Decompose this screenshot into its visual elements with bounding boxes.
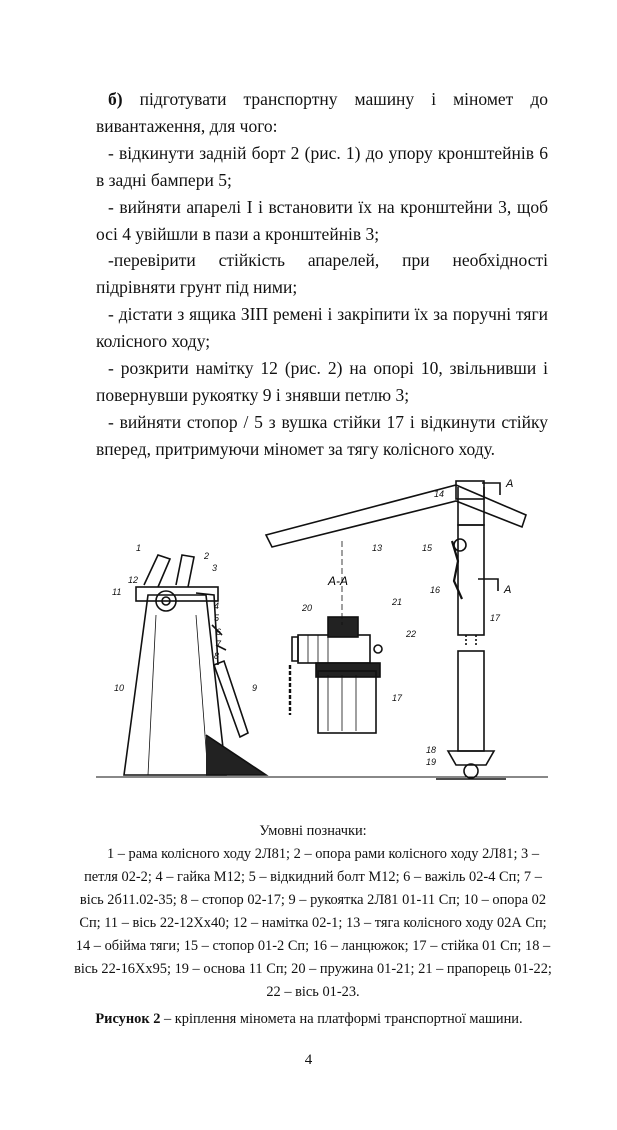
part-label: 9 [252, 683, 258, 693]
part-label: 19 [426, 757, 437, 767]
paragraph: б) підготувати транспортну машину і міномет до вивантаження, для чого: [96, 89, 548, 136]
part-label: 8 [214, 651, 220, 661]
paragraph: - дістати з ящика ЗІП ремені і закріпити їх за поручні тяги колісного ходу; [96, 304, 548, 352]
paragraph: - відкинути задній борт 2 (рис. 1) до упору кронштейнів 6 в задні бампери 5; [96, 142, 548, 190]
part-label: 14 [434, 489, 445, 499]
part-label: 20 [302, 603, 313, 613]
page-number: 4 [304, 1052, 313, 1068]
paragraph: - вийняти апарелі І і встановити їх на кронштейни 3, щоб осі 4 увійшли в пази а кронштейнів 3; [96, 196, 548, 244]
legend-line: 14 – обійма тяги; 15 – стопор 01-2 Сп; 16 – ланцюжок; 17 – стійка 01 Сп; 18 – [75, 938, 551, 954]
part-label: 22 [406, 629, 417, 639]
part-label: 4 [214, 601, 220, 611]
legend [74, 820, 552, 1004]
legend-line: Сп; 11 – вісь 22-12Хх40; 12 – намітка 02-1; 13 – тяга колісного ходу 02А Сп; [79, 915, 547, 931]
mortar-mount-figure [96, 475, 548, 785]
legend-heading: Умовні позначки: [259, 823, 367, 839]
part-labels [112, 489, 501, 767]
section-mark: А [504, 584, 512, 596]
part-label: 11 [112, 587, 122, 597]
legend-line: 1 – рама колісного ходу 2Л81; 2 – опора рами колісного ходу 2Л81; 3 – [106, 846, 540, 862]
legend-line: вісь 2б11.02-35; 8 – стопор 02-17; 9 – рукоятка 2Л81 01-11 Сп; 10 – опора 02 [79, 892, 547, 908]
part-label: 12 [128, 575, 139, 585]
legend-line: вісь 22-16Хх95; 19 – основа 11 Сп; 20 – пружина 01-21; 21 – прапорець 01-22; [74, 961, 552, 977]
part-label: 2 [204, 551, 210, 561]
section-mark: А [506, 478, 514, 490]
part-label: 15 [422, 543, 433, 553]
figure-caption: Рисунок 2 – кріплення міномета на платформі транспортної машини. [95, 1011, 523, 1027]
part-label: 16 [430, 585, 441, 595]
legend-line: петля 02-2; 4 – гайка М12; 5 – відкидний болт М12; 6 – важіль 02-4 Сп; 7 – [84, 869, 542, 885]
paragraph: -перевірити стійкість апарелей, при необхідності підрівняти грунт під ними; [96, 250, 548, 298]
paragraph: - вийняти стопор / 5 з вушка стійки 17 і відкинути стійку вперед, притримуючи міномет за тягу колісного ходу. [96, 411, 548, 459]
part-label: 10 [114, 683, 125, 693]
part-label: 5 [214, 613, 220, 623]
part-label: 13 [372, 543, 383, 553]
body-text [96, 86, 548, 463]
paragraph: - розкрити намітку 12 (рис. 2) на опорі 10, звільнивши і повернувши рукоятку 9 і знявши петлю 3; [96, 358, 548, 405]
part-label: 17 [392, 693, 403, 703]
part-label: 21 [392, 597, 403, 607]
part-label: 18 [426, 745, 437, 755]
part-label: 6 [216, 627, 222, 637]
legend-line: 22 – вісь 01-23. [266, 984, 360, 1000]
part-label: 1 [136, 543, 142, 553]
part-label: 7 [216, 639, 222, 649]
part-label: 17 [490, 613, 501, 623]
part-label: 3 [212, 563, 218, 573]
section-label: А-А [328, 574, 349, 588]
